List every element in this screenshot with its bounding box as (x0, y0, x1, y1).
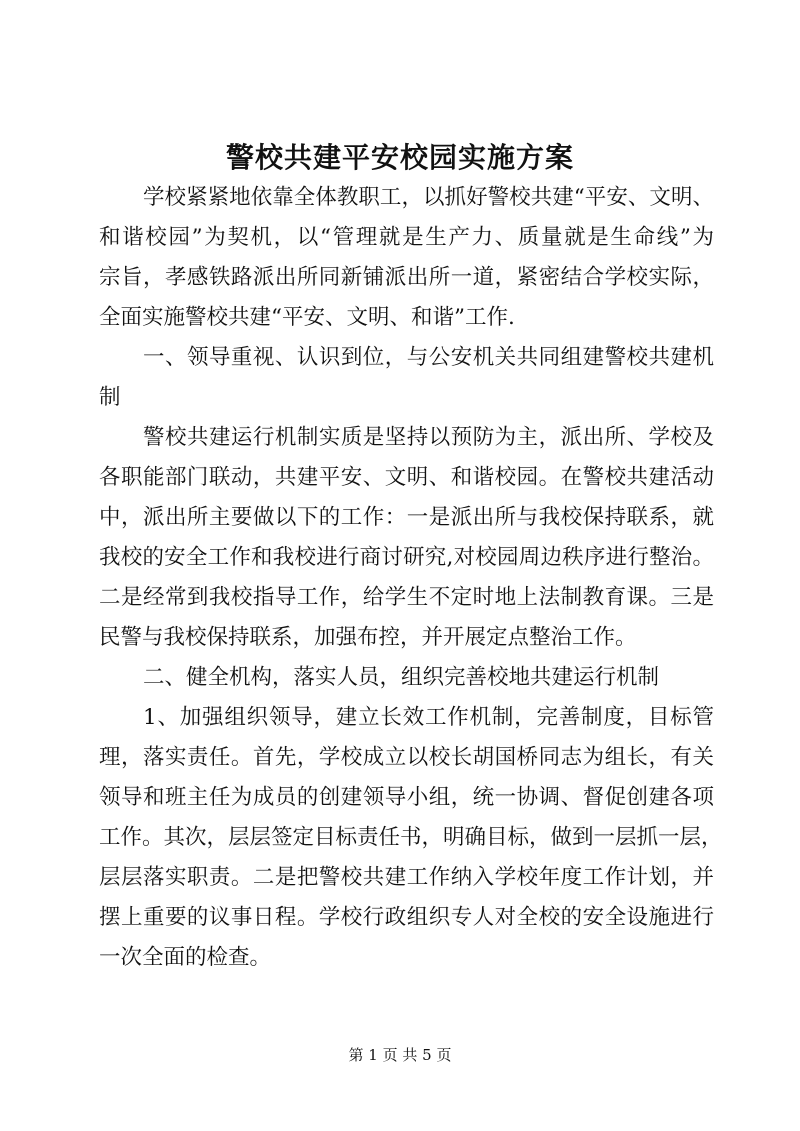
section-heading-line: 一、领导重视、认识到位，与公安机关共同组建警校共建机 (143, 345, 714, 370)
paragraph-line: 中，派出所主要做以下的工作：一是派出所与我校保持联系，就 (99, 505, 714, 530)
paragraph-line: 学校紧紧地依靠全体教职工，以抓好警校共建“平安、文明、 (143, 185, 714, 210)
paragraph-line: 我校的安全工作和我校进行商讨研究,对校园周边秩序进行整治。 (99, 545, 714, 570)
section-heading-line: 二、健全机构，落实人员，组织完善校地共建运行机制 (143, 665, 660, 690)
page-number-footer: 第 1 页 共 5 页 (348, 1046, 452, 1064)
document-title: 警校共建平安校园实施方案 (225, 141, 574, 174)
document-body (99, 178, 723, 978)
paragraph-line: 和谐校园”为契机，以“管理就是生产力、质量就是生命线”为 (99, 225, 714, 250)
paragraph-line: 全面实施警校共建“平安、文明、和谐”工作. (99, 305, 515, 330)
paragraph-line: 理，落实责任。首先，学校成立以校长胡国桥同志为组长，有关 (99, 745, 714, 770)
paragraph-line: 层层落实职责。二是把警校共建工作纳入学校年度工作计划，并 (99, 865, 714, 890)
section-heading-line: 制 (99, 385, 121, 410)
paragraph-line: 二是经常到我校指导工作，给学生不定时地上法制教育课。三是 (99, 585, 714, 610)
paragraph-line: 警校共建运行机制实质是坚持以预防为主，派出所、学校及 (143, 425, 714, 450)
paragraph-line: 工作。其次，层层签定目标责任书，明确目标，做到一层抓一层， (99, 825, 723, 850)
paragraph-line: 领导和班主任为成员的创建领导小组，统一协调、督促创建各项 (99, 785, 714, 810)
paragraph-line: 一次全面的检查。 (99, 945, 272, 970)
paragraph-line: 宗旨，孝感铁路派出所同新铺派出所一道，紧密结合学校实际， (99, 265, 714, 290)
paragraph-line: 摆上重要的议事日程。学校行政组织专人对全校的安全设施进行 (99, 905, 714, 930)
paragraph-line: 各职能部门联动，共建平安、文明、和谐校园。在警校共建活动 (99, 465, 714, 490)
paragraph-line: 1、加强组织领导，建立长效工作机制，完善制度，目标管 (143, 705, 714, 730)
paragraph-line: 民警与我校保持联系，加强布控，并开展定点整治工作。 (99, 625, 637, 650)
